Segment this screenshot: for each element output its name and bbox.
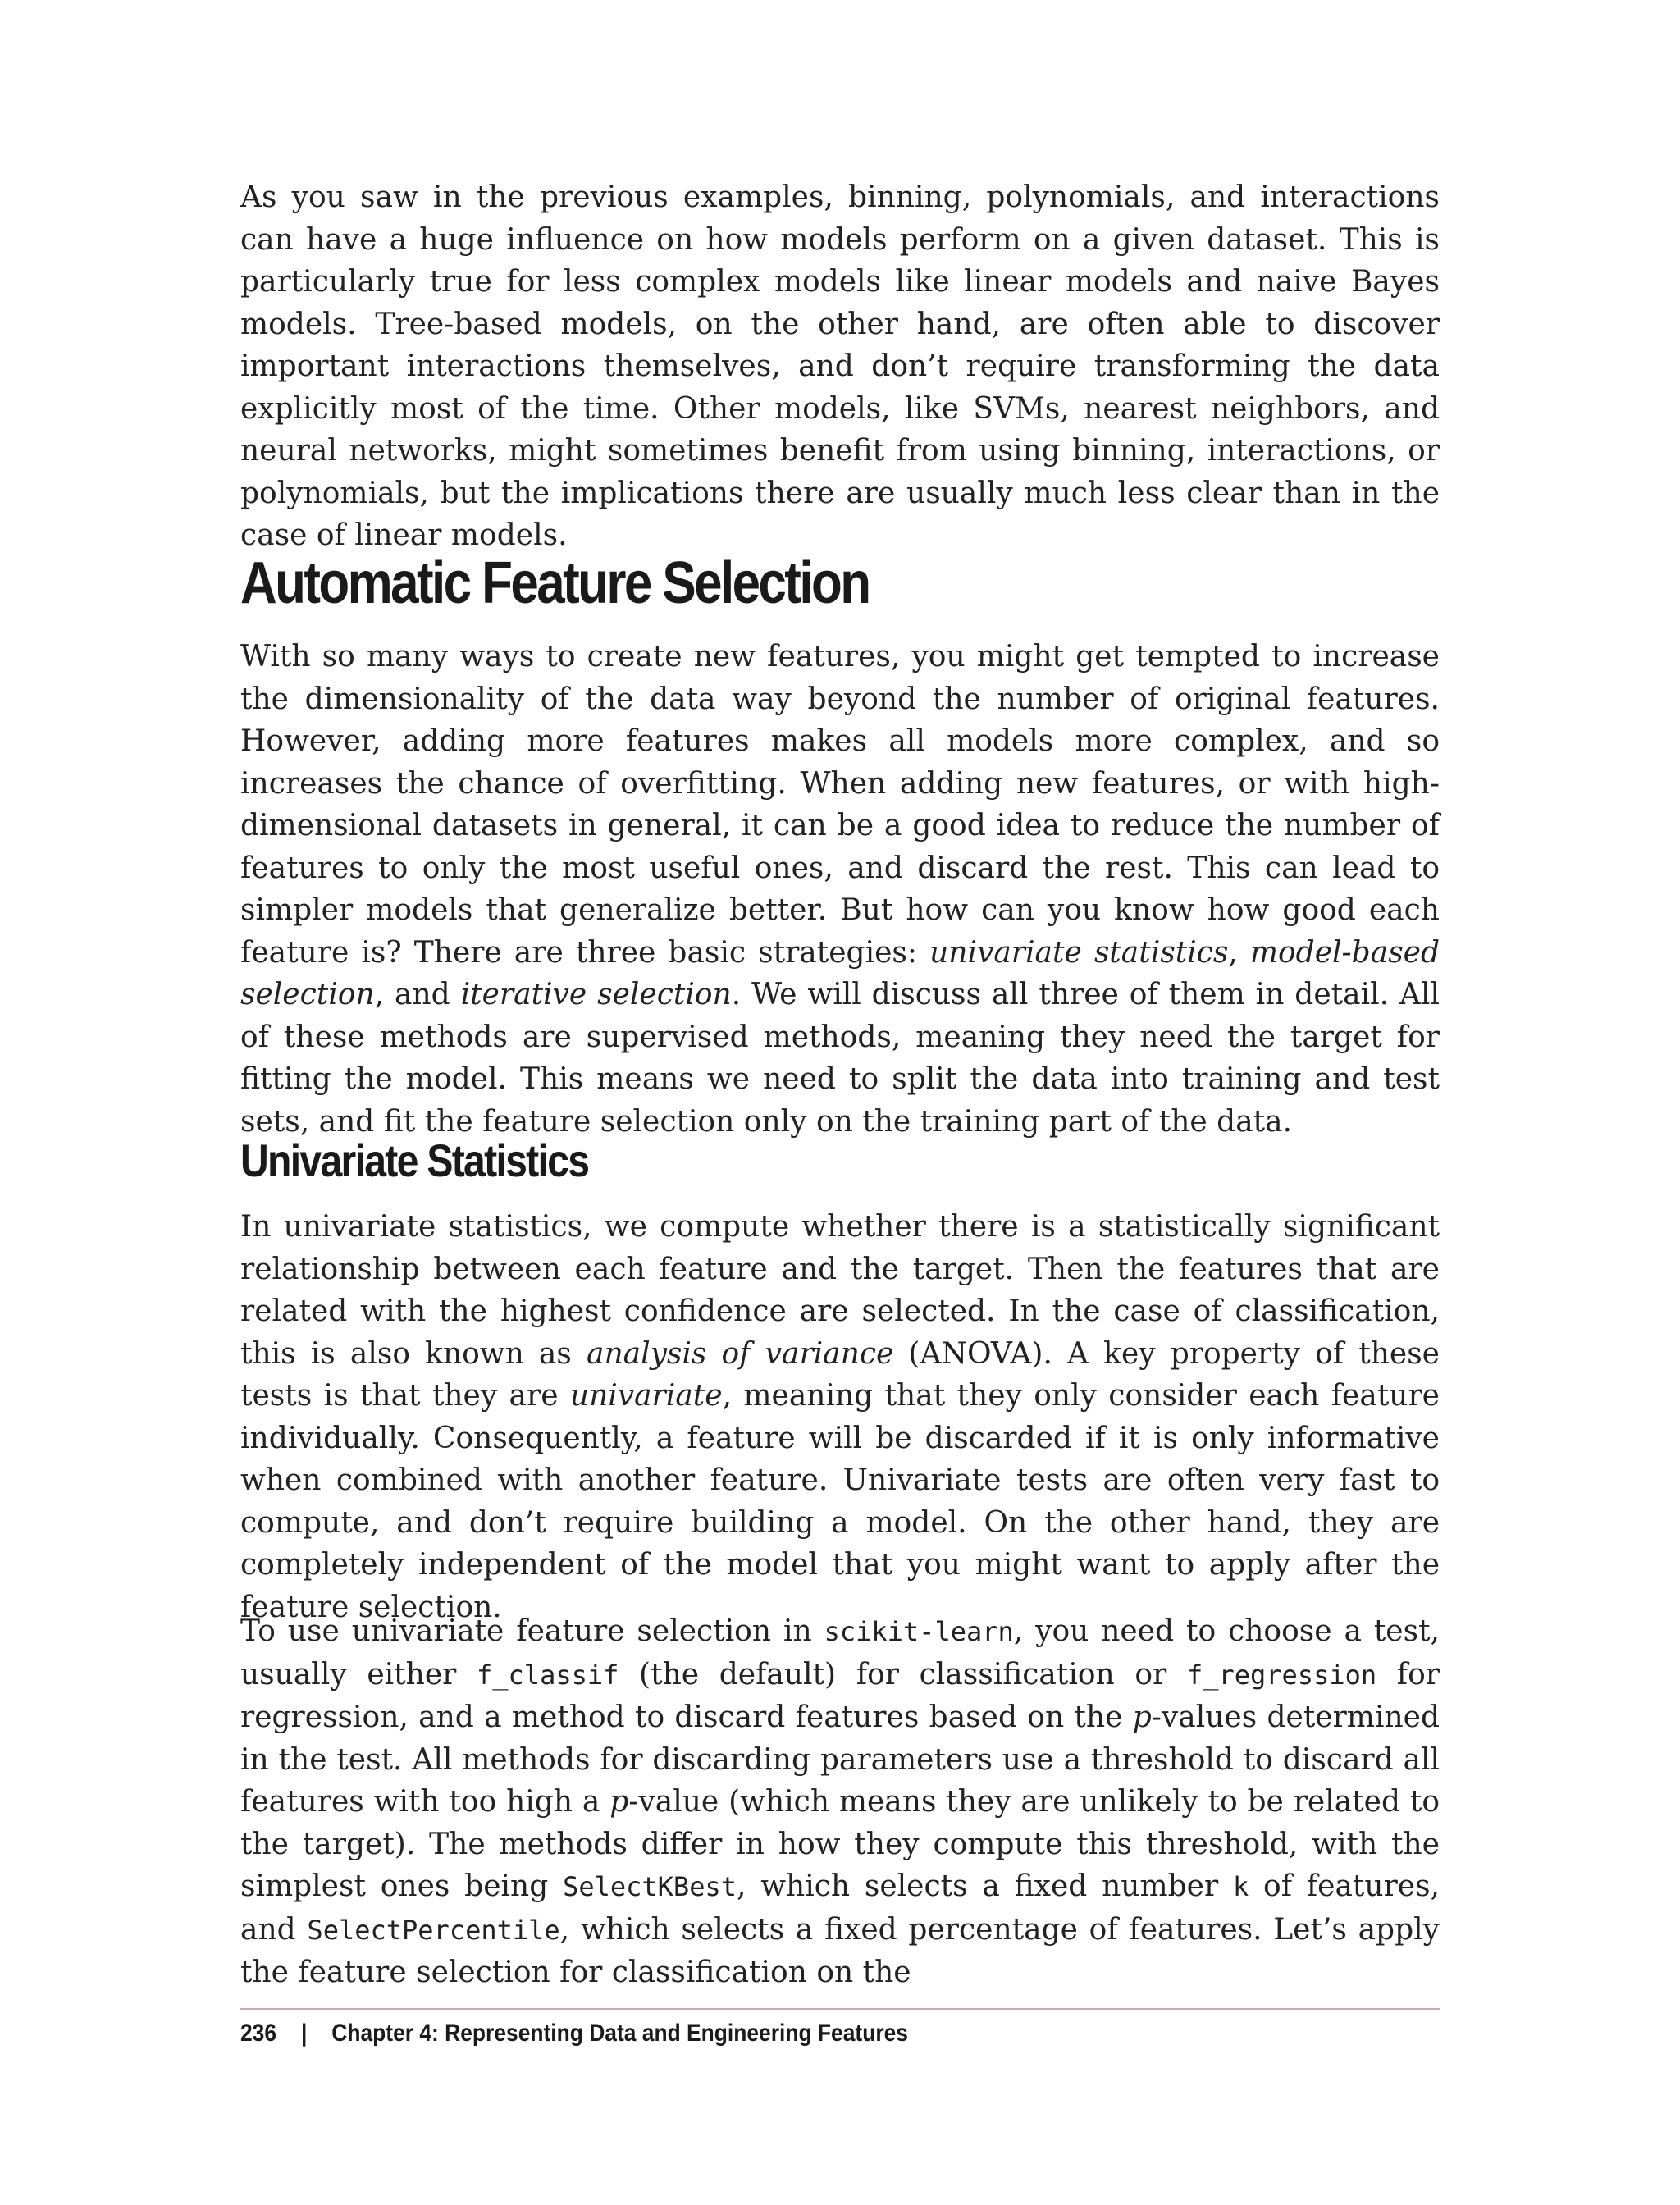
afs-text-a: With so many ways to create new features, you might get tempted to increase the dimensionality of the data way beyond the number of original features. However, adding more features makes all models more complex, and so increases the chance of overfitting. When adding new features, or with high-dimensional datasets in general, it can be a good idea to reduce the number of features to only the most useful ones, and discard the rest. This can lead to simpler models that generalize better. But how can you know how good each feature is? There are three basic strategies: <box>240 640 1440 970</box>
intro-text: As you saw in the previous examples, binning, polynomials, and interactions can have a huge influence on how models perform on a given dataset. This is particularly true for less complex models like linear models and naive Bayes models. Tree-based models, on the other hand, are often able to discover important interactions themselves, and don’t require transforming the data explicitly most of the time. Other models, like SVMs, nearest neighbors, and neural networks, might sometimes benefit from using binning, interactions, or polynomials, but the implications there are usually much less clear than in the case of linear models. <box>240 180 1440 552</box>
afs-term-iterative: iterative selection <box>460 978 732 1011</box>
use-text-c: (the default) for classification or <box>619 1657 1187 1691</box>
use-text-h: of features, and <box>240 1869 1440 1947</box>
usage-paragraph <box>240 1610 1440 1994</box>
subsection-heading: Univariate Statistics <box>240 1134 589 1186</box>
afs-term-univariate: univariate statistics <box>929 935 1229 970</box>
code-f-classif: f_classif <box>477 1659 619 1691</box>
use-text-i: , which selects a fixed percentage of features. Let’s apply the feature selection for classification on the <box>240 1912 1440 1989</box>
use-text-b: , you need to choose a test, usually either <box>240 1614 1440 1691</box>
afs-text-b: , <box>1228 935 1250 970</box>
uni-text-c: , meaning that they only consider each feature individually. Consequently, a feature will be discarded if it is only informative when combined with another feature. Univariate tests are often very fast to compute, and don’t require building a model. On the other hand, they are completely independent of the model that you might want to apply after the feature selection. <box>240 1379 1440 1624</box>
uni-text-a: In univariate statistics, we compute whether there is a statistically significant relationship between each feature and the target. Then the features that are related with the highest confidence are selected. In the case of classification, this is also known as <box>240 1210 1440 1371</box>
uni-text-b: (ANOVA). A key property of these tests is that they are <box>240 1336 1440 1413</box>
code-selectkbest: SelectKBest <box>563 1871 737 1902</box>
term-p-1: p <box>1132 1701 1152 1734</box>
code-f-regression: f_regression <box>1186 1659 1377 1691</box>
uni-term-anova: analysis of variance <box>586 1336 894 1371</box>
afs-text-c: , and <box>374 978 461 1011</box>
chapter-title: Chapter 4: Representing Data and Engineering Features <box>331 2020 908 2047</box>
afs-term-model-based: model-based selection <box>240 935 1440 1011</box>
uni-term-univariate: univariate <box>569 1379 723 1413</box>
footer-rule <box>240 2008 1440 2010</box>
use-text-g: , which selects a fixed number <box>736 1869 1233 1903</box>
section-heading: Automatic Feature Selection <box>240 550 870 616</box>
univariate-paragraph <box>240 1206 1440 1628</box>
code-k: k <box>1232 1871 1249 1902</box>
automatic-feature-selection-paragraph <box>240 636 1440 1143</box>
use-text-f: -value (which means they are unlikely to be related to the target). The methods differ in how they compute this threshold, with the simplest ones being <box>240 1785 1440 1903</box>
intro-paragraph <box>240 176 1440 557</box>
code-selectpercentile: SelectPercentile <box>307 1914 560 1946</box>
use-text-e: -values determined in the test. All methods for discarding parameters use a threshold to discard all features with too high a <box>240 1701 1440 1819</box>
code-scikit-learn: scikit-learn <box>824 1616 1014 1647</box>
use-text-a: To use univariate feature selection in <box>240 1614 824 1648</box>
page-footer <box>240 2020 908 2048</box>
term-p-2: p <box>609 1785 629 1819</box>
page-number: 236 <box>240 2020 277 2047</box>
afs-text-d: . We will discuss all three of them in detail. All of these methods are supervised methods, meaning they need the target for fitting the model. This means we need to split the data into training and test sets, and fit the feature selection only on the training part of the data. <box>240 978 1440 1139</box>
footer-separator: | <box>300 2020 308 2047</box>
use-text-d: for regression, and a method to discard features based on the <box>240 1657 1440 1734</box>
